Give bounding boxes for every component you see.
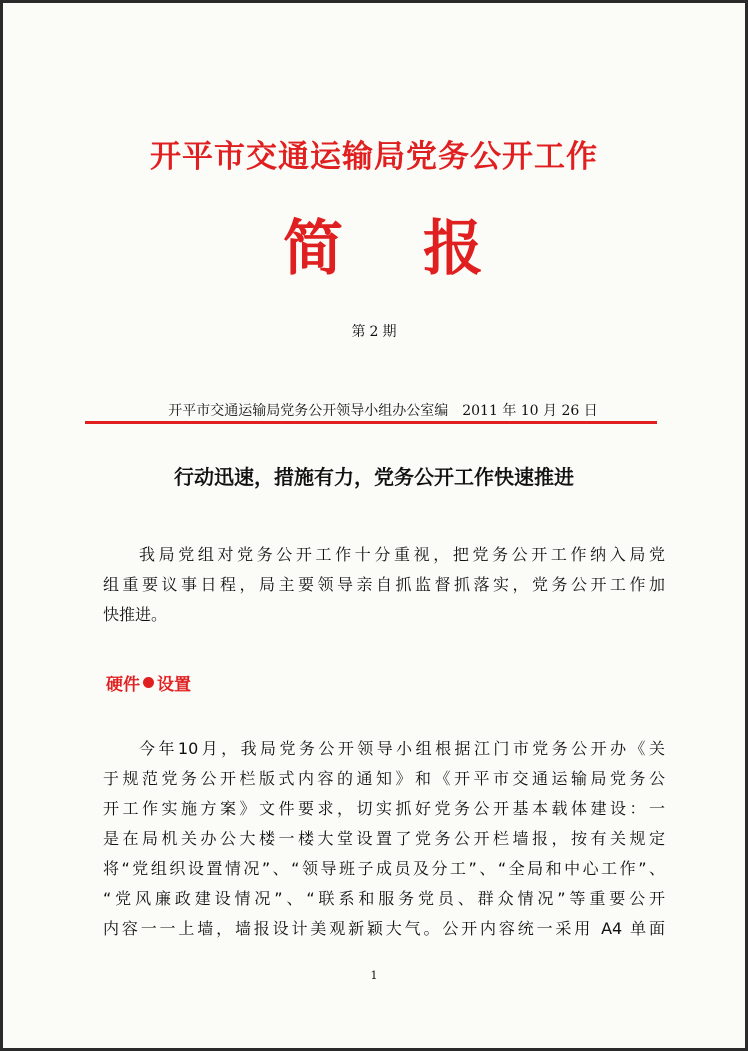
editor-line <box>83 400 683 420</box>
body-paragraph <box>103 734 665 944</box>
section-heading <box>106 670 191 695</box>
header-divider <box>85 421 657 424</box>
section-heading-part: 硬件 <box>106 675 140 695</box>
brief-title-char: 简 <box>283 214 343 284</box>
issue-value: 2 <box>369 324 379 340</box>
section-heading-part: 设置 <box>157 675 191 695</box>
paragraph-line: “党风廉政建设情况”、“联系和服务党员、群众情况”等重要公开 <box>103 889 665 908</box>
issue-number <box>3 321 745 341</box>
paragraph-line: 将“党组织设置情况”、“领导班子成员及分工”、“全局和中心工作”、 <box>103 859 665 878</box>
paragraph-line: 今年10月，我局党务公开领导小组根据江门市党务公开办《关 <box>139 739 665 758</box>
paragraph-line: 是在局机关办公大楼一楼大堂设置了党务公开栏墙报，按有关规定 <box>103 829 665 848</box>
paragraph-line: 快推进。 <box>103 605 168 624</box>
bullet-dot-icon <box>143 677 154 688</box>
paragraph-line: 内容一一上墙，墙报设计美观新颖大气。公开内容统一采用 A4 单面 <box>103 919 665 938</box>
issue-suffix: 期 <box>382 324 397 340</box>
paragraph-line: 组重要议事日程，局主要领导亲自抓监督抓落实，党务公开工作加 <box>103 575 665 594</box>
document-page <box>3 3 745 1048</box>
issue-prefix: 第 <box>351 324 366 340</box>
brief-title <box>283 211 483 287</box>
issue-date: 2011 年 10 月 26 日 <box>462 403 598 419</box>
paragraph-line: 我局党组对党务公开工作十分重视，把党务公开工作纳入局党 <box>139 545 665 564</box>
brief-title-char: 报 <box>423 214 483 284</box>
editor-name: 开平市交通运输局党务公开领导小组办公室编 <box>168 403 449 419</box>
intro-paragraph <box>103 540 665 630</box>
paragraph-line: 于规范党务公开栏版式内容的通知》和《开平市交通运输局党务公 <box>103 769 665 788</box>
page-number: 1 <box>370 969 378 982</box>
article-headline: 行动迅速，措施有力，党务公开工作快速推进 <box>174 465 574 489</box>
paragraph-line: 开工作实施方案》文件要求，切实抓好党务公开基本载体建设：一 <box>103 799 665 818</box>
org-title: 开平市交通运输局党务公开工作 <box>150 139 598 175</box>
